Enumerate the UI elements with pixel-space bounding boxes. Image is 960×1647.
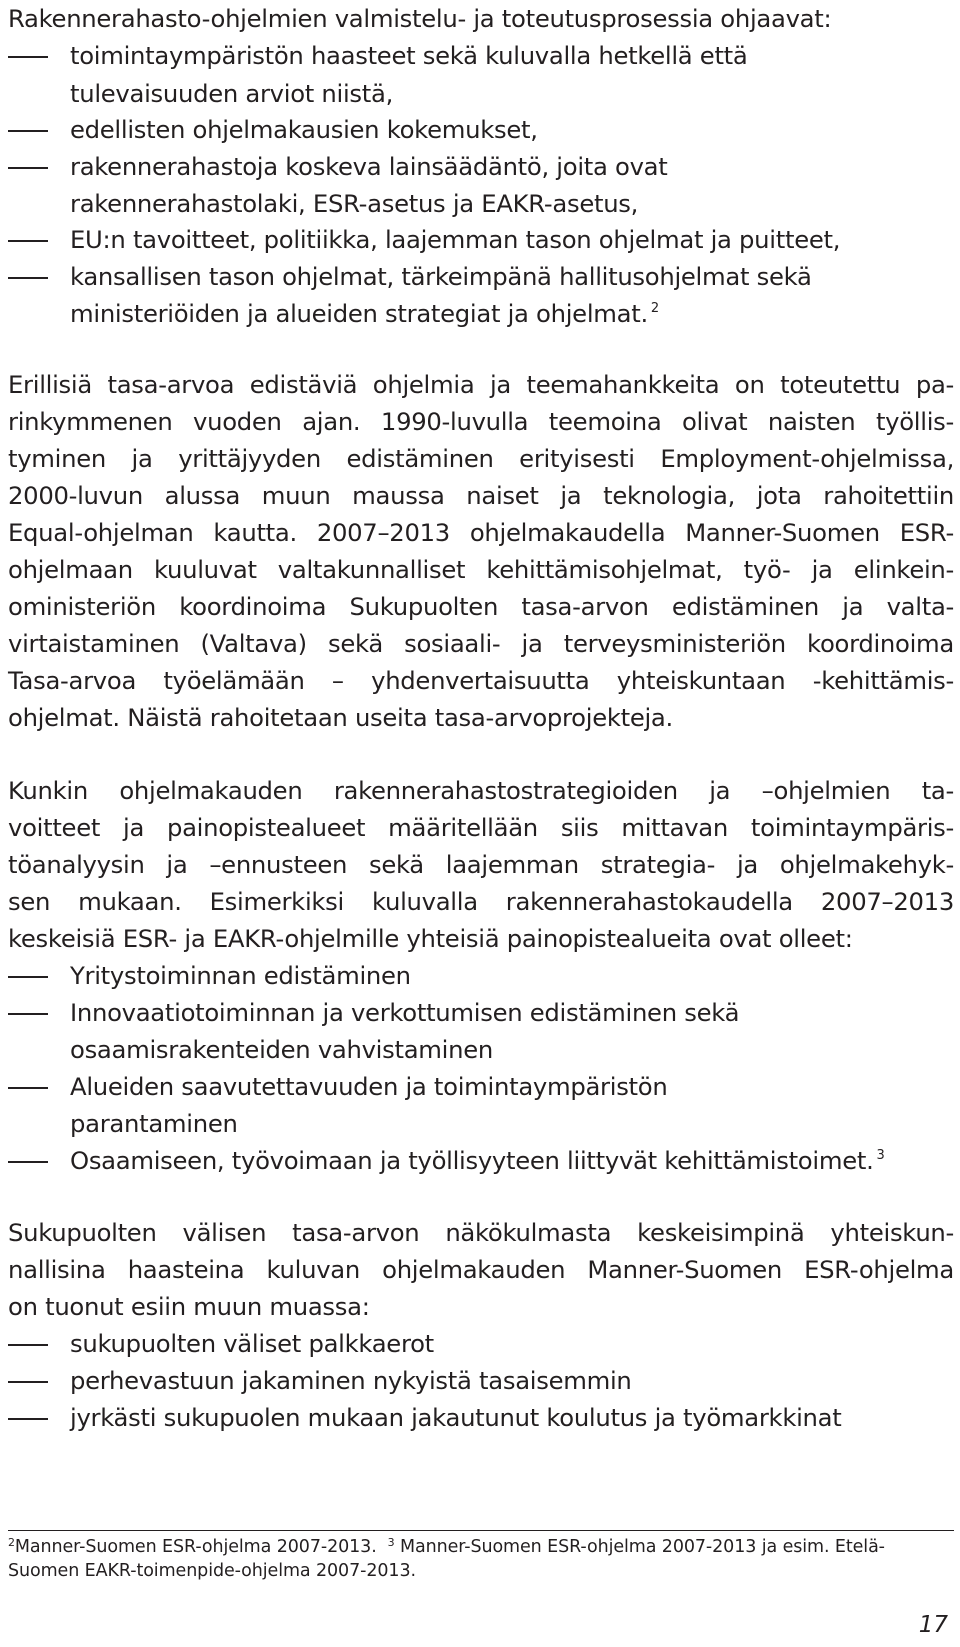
list-dash	[8, 976, 48, 978]
list-dash	[8, 1344, 48, 1346]
footnote-2-text: Manner-Suomen ESR-ohjelma 2007-2013.	[14, 1537, 377, 1557]
list-dash	[8, 1087, 48, 1089]
footnote-mark-2: 2	[8, 1536, 15, 1549]
list-dash	[8, 1161, 48, 1163]
para2-line9: Tasa-arvoa työelämään – yhdenvertaisuutta yhteiskuntaan -kehittämis-	[8, 666, 954, 695]
list-dash	[8, 240, 48, 242]
list-dash	[8, 130, 48, 132]
para1-item2: edellisten ohjelmakausien kokemukset,	[70, 115, 538, 144]
para4-item1: sukupuolten väliset palkkaerot	[70, 1329, 434, 1358]
para2-line4: 2000-luvun alussa muun maussa naiset ja teknologia, jota rahoitettiin	[8, 481, 954, 510]
footnote-3-text: Manner-Suomen ESR-ohjelma 2007-2013 ja esim. Etelä-	[399, 1537, 885, 1557]
para3-item4	[70, 1142, 954, 1180]
para2-line3: tyminen ja yrittäjyyden edistäminen erityisesti Employment-ohjelmissa,	[8, 444, 954, 473]
para2-line10: ohjelmat. Näistä rahoitetaan useita tasa-arvoprojekteja.	[8, 703, 673, 732]
list-dash	[8, 167, 48, 169]
footnote-line2: Suomen EAKR-toimenpide-ohjelma 2007-2013.	[8, 1561, 416, 1581]
para3-line2: voitteet ja painopistealueet määritellään siis mittavan toimintaympäris-	[8, 813, 954, 842]
para1-item1-line1: toimintaympäristön haasteet sekä kuluvalla hetkellä että	[70, 41, 748, 70]
para4-item3: jyrkästi sukupuolen mukaan jakautunut koulutus ja työmarkkinat	[70, 1403, 842, 1432]
footnote-divider	[8, 1530, 954, 1531]
list-dash	[8, 56, 48, 58]
para2-line2: rinkymmenen vuoden ajan. 1990-luvulla teemoina olivat naisten työllis-	[8, 407, 954, 436]
list-dash	[8, 1381, 48, 1383]
para2-line5: Equal-ohjelman kautta. 2007–2013 ohjelmakaudella Manner-Suomen ESR-	[8, 518, 954, 547]
para2-line8: virtaistaminen (Valtava) sekä sosiaali- ja terveysministeriön koordinoima	[8, 629, 954, 658]
para1-item4: EU:n tavoitteet, politiikka, laajemman tason ohjelmat ja puitteet,	[70, 225, 841, 254]
para3-item3-line2: parantaminen	[70, 1109, 238, 1138]
footnote-line1	[8, 1535, 885, 1559]
para3-item3-line1: Alueiden saavutettavuuden ja toimintaympäristön	[70, 1072, 668, 1101]
para2-line6: ohjelmaan kuuluvat valtakunnalliset kehittämisohjelmat, työ- ja elinkein-	[8, 555, 954, 584]
para1-item1-line2: tulevaisuuden arviot niistä,	[70, 79, 394, 108]
list-dash	[8, 1013, 48, 1015]
para4-line1: Sukupuolten välisen tasa-arvon näkökulmasta keskeisimpinä yhteiskun-	[8, 1218, 954, 1247]
footnote-ref-2[interactable]: 2	[650, 301, 659, 316]
para2-line1: Erillisiä tasa-arvoa edistäviä ohjelmia ja teemahankkeita on toteutettu pa-	[8, 370, 954, 399]
para3-item2-line2: osaamisrakenteiden vahvistaminen	[70, 1035, 493, 1064]
para3-item2-line1: Innovaatiotoiminnan ja verkottumisen edistäminen sekä	[70, 998, 740, 1027]
list-dash	[8, 1418, 48, 1420]
para3-line3: töanalyysin ja –ennusteen sekä laajemman strategia- ja ohjelmakehyk-	[8, 850, 954, 879]
list-dash	[8, 277, 48, 279]
para3-line4: sen mukaan. Esimerkiksi kuluvalla rakennerahastokaudella 2007–2013	[8, 887, 954, 916]
page-number: 17	[918, 1612, 948, 1638]
para1-item5-line2	[70, 295, 954, 333]
para1-item5-text: ministeriöiden ja alueiden strategiat ja ohjelmat.	[70, 299, 648, 328]
para4-line3: on tuonut esiin muun muassa:	[8, 1292, 370, 1321]
footnote-ref-3[interactable]: 3	[876, 1148, 885, 1163]
para4-item2: perhevastuun jakaminen nykyistä tasaisemmin	[70, 1366, 632, 1395]
para3-item4-text: Osaamiseen, työvoimaan ja työllisyyteen liittyvät kehittämistoimet.	[70, 1146, 874, 1175]
para3-line5: keskeisiä ESR- ja EAKR-ohjelmille yhteisiä painopistealueita ovat olleet:	[8, 924, 853, 953]
para3-item1: Yritystoiminnan edistäminen	[70, 961, 411, 990]
para1-intro: Rakennerahasto-ohjelmien valmistelu- ja toteutusprosessia ohjaavat:	[8, 4, 832, 33]
para2-line7: oministeriön koordinoima Sukupuolten tasa-arvon edistäminen ja valta-	[8, 592, 954, 621]
footnote-mark-3: 3	[387, 1536, 395, 1549]
para1-item3-line1: rakennerahastoja koskeva lainsäädäntö, joita ovat	[70, 152, 668, 181]
para1-item5-line1: kansallisen tason ohjelmat, tärkeimpänä hallitusohjelmat sekä	[70, 262, 812, 291]
para1-item3-line2: rakennerahastolaki, ESR-asetus ja EAKR-asetus,	[70, 189, 639, 218]
para3-line1: Kunkin ohjelmakauden rakennerahastostrategioiden ja –ohjelmien ta-	[8, 776, 954, 805]
para4-line2: nallisina haasteina kuluvan ohjelmakauden Manner-Suomen ESR-ohjelma	[8, 1255, 954, 1284]
